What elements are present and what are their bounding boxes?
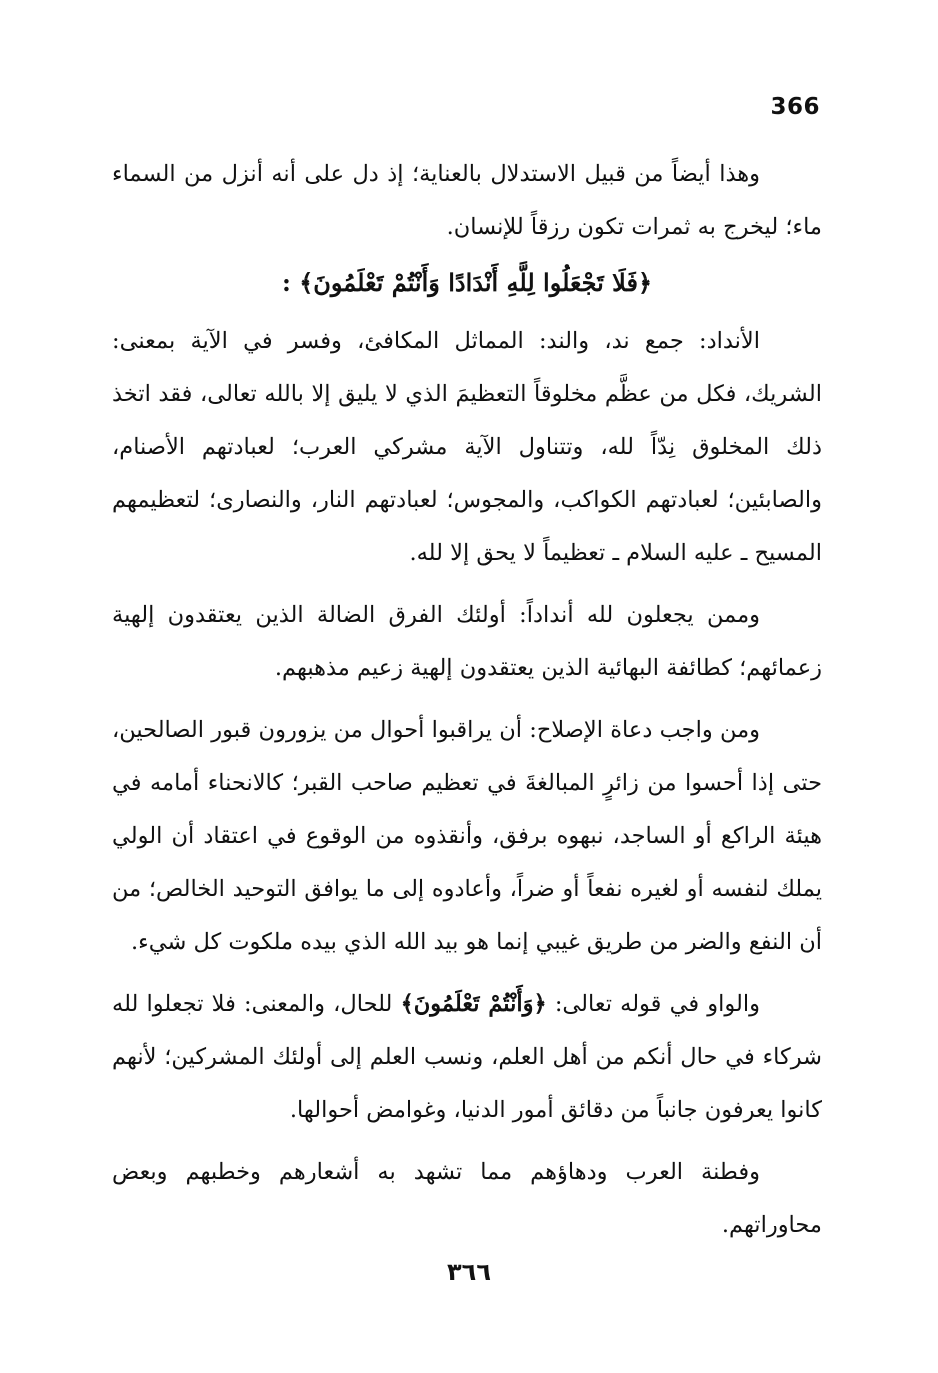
andad-paragraph: الأنداد: جمع ند، والند: المماثل المكافئ، وفسر في الآية بمعنى: الشريك، فكل من عظَّم مخلوقاً التعظيمَ الذي لا يليق إلا بالله تعالى، فقد اتخذ ذلك المخلوق نِدّاً لله، وتتناول الآية مشركي العرب؛ لعبادتهم الأصنام، والصابئين؛ لعبادتهم الكواكب، والمجوس؛ لعبادتهم النار، والنصارى؛ لتعظيمهم المسيح ـ عليه السلام ـ تعظيماً لا يحق إلا لله. (112, 328, 822, 566)
waw-intro-text: والواو في قوله تعالى: (546, 991, 760, 1017)
page-body (112, 148, 822, 1261)
fitna-paragraph: وفطنة العرب ودهاؤهم مما تشهد به أشعارهم وخطبهم وبعض محاوراتهم. (112, 1159, 822, 1238)
duat-paragraph: ومن واجب دعاة الإصلاح: أن يراقبوا أحوال من يزورون قبور الصالحين، حتى إذا أحسوا من زائرٍ المبالغةَ في تعظيم صاحب القبر؛ كالانحناء أمامه في هيئة الراكع أو الساجد، نبهوه برفق، وأنقذوه من الوقوع في اعتقاد أن الولي يملك لنفسه أو لغيره نفعاً أو ضراً، وأعادوه إلى ما يوافق التوحيد الخالص؛ من أن النفع والضر من طريق غيبي إنما هو بيد الله الذي بيده ملكوت كل شيء. (112, 717, 822, 955)
verse-heading: ﴿فَلَا تَجْعَلُوا لِلَّهِ أَنْدَادًا وَأَنْتُمْ تَعْلَمُونَ﴾ : (281, 268, 653, 297)
page-number-top: 366 (770, 94, 820, 120)
quran-quote: ﴿وَأَنْتُمْ تَعْلَمُونَ﴾ (400, 991, 547, 1017)
page-number-bottom: ٣٦٦ (447, 1258, 491, 1286)
intro-paragraph: وهذا أيضاً من قبيل الاستدلال بالعناية؛ إذ دل على أنه أنزل من السماء ماء؛ ليخرج به ثمرات تكون رزقاً للإنسان. (112, 161, 822, 240)
waw-explanation-text: للحال، والمعنى: فلا تجعلوا لله شركاء في حال أنكم من أهل العلم، ونسب العلم إلى أولئك المشركين؛ لأنهم كانوا يعرفون جانباً من دقائق أمور الدنيا، وغوامض أحوالها. (112, 991, 822, 1123)
waw-paragraph (112, 978, 822, 1137)
mimman-paragraph: وممن يجعلون لله أنداداً: أولئك الفرق الضالة الذين يعتقدون إلهية زعمائهم؛ كطائفة البهائية الذين يعتقدون إلهية زعيم مذهبهم. (112, 602, 822, 681)
